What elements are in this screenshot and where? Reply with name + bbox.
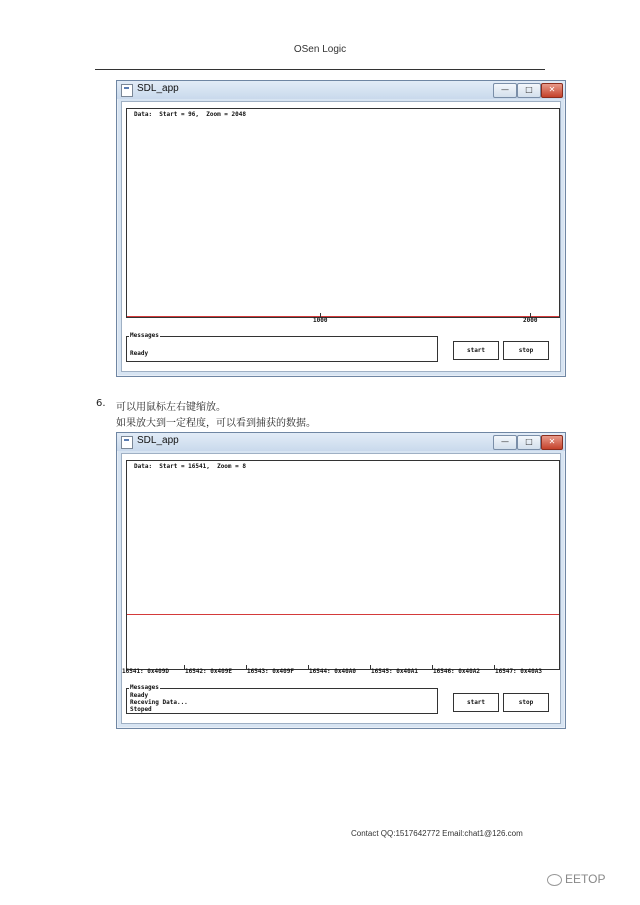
start-button[interactable]: start	[453, 693, 499, 712]
window-2-title: SDL_app	[137, 435, 179, 446]
window-1-titlebar[interactable]	[117, 81, 565, 99]
step-number: 6.	[96, 398, 106, 409]
tick-label: 16547: 0x40A3	[495, 668, 542, 675]
message-line: Ready	[130, 350, 149, 357]
messages-box-2	[126, 684, 438, 714]
window-1-title: SDL_app	[137, 83, 179, 94]
sdl-app-window-2[interactable]	[116, 432, 566, 729]
tick-label: 1000	[313, 317, 328, 324]
app-icon	[121, 84, 133, 97]
sdl-app-window-1[interactable]	[116, 80, 566, 377]
watermark-text: EETOP	[565, 872, 606, 886]
data-plot-2[interactable]	[126, 460, 560, 670]
minimize-icon[interactable]: —	[493, 83, 517, 98]
message-line: Ready	[130, 692, 149, 699]
tick-label: 16544: 0x40A0	[309, 668, 356, 675]
maximize-icon[interactable]: □	[517, 83, 541, 98]
contact-footer: Contact QQ:1517642772 Email:chat1@126.com	[351, 829, 523, 838]
stop-button[interactable]: stop	[503, 693, 549, 712]
plot-header-2: Data: Start = 16541, Zoom = 8	[134, 463, 246, 470]
watermark	[547, 872, 605, 886]
step-text-line-2: 如果放大到一定程度，可以看到捕获的数据。	[116, 418, 316, 429]
maximize-icon[interactable]: □	[517, 435, 541, 450]
tick-label: 16546: 0x40A2	[433, 668, 480, 675]
start-button[interactable]: start	[453, 341, 499, 360]
page-header: OSen Logic	[293, 44, 347, 55]
window-2-titlebar[interactable]	[117, 433, 565, 451]
step-text-line-1: 可以用鼠标左右键缩放。	[116, 402, 226, 413]
close-icon[interactable]: ✕	[541, 435, 563, 450]
minimize-icon[interactable]: —	[493, 435, 517, 450]
header-rule	[95, 69, 545, 70]
messages-label: Messages	[130, 684, 159, 691]
wechat-icon	[547, 874, 562, 886]
signal-trace-2	[127, 614, 559, 615]
messages-box-1	[126, 332, 438, 362]
window-2-client	[121, 453, 561, 724]
message-line: Stoped	[130, 706, 152, 713]
app-icon	[121, 436, 133, 449]
signal-trace-1	[127, 316, 559, 317]
messages-label: Messages	[130, 332, 159, 339]
plot-header-1: Data: Start = 96, Zoom = 2048	[134, 111, 246, 118]
tick-label: 16542: 0x409E	[185, 668, 232, 675]
tick-label: 2000	[523, 317, 538, 324]
tick-label: 16543: 0x409F	[247, 668, 294, 675]
message-line: Receving Data...	[130, 699, 188, 706]
stop-button[interactable]: stop	[503, 341, 549, 360]
close-icon[interactable]: ✕	[541, 83, 563, 98]
data-plot-1[interactable]	[126, 108, 560, 318]
tick-label: 16541: 0x409D	[122, 668, 169, 675]
tick-label: 16545: 0x40A1	[371, 668, 418, 675]
window-1-client	[121, 101, 561, 372]
